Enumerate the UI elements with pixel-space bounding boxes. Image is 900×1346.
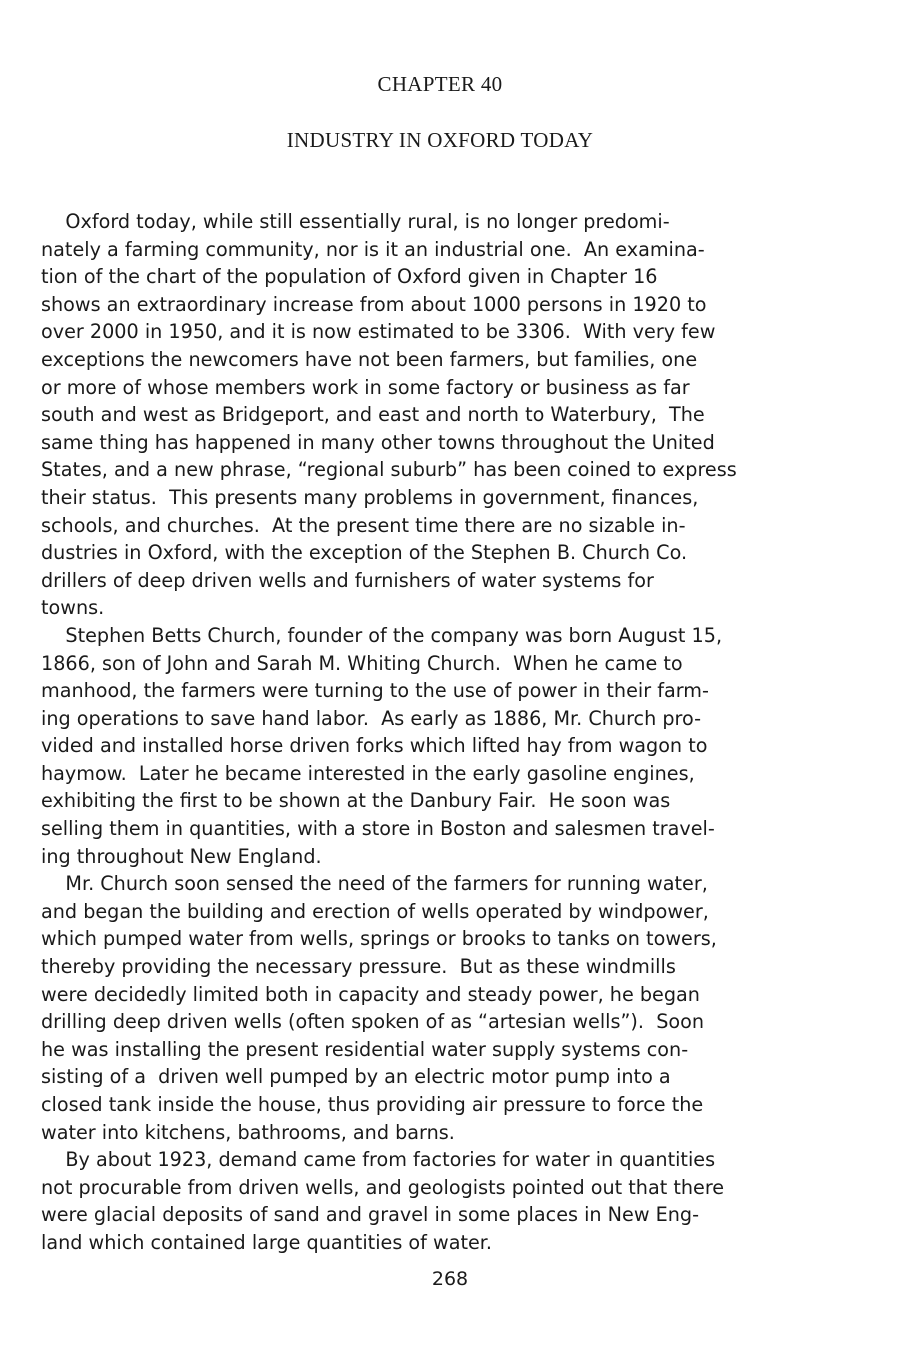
text-line: same thing has happened in many other towns throughout the United [41,430,715,454]
text-line: haymow. Later he became interested in the early gasoline engines, [41,761,695,785]
text-line: Oxford today, while still essentially rural, is no longer predomi- [41,210,670,233]
text-line: Mr. Church soon sensed the need of the farmers for running water, [41,872,708,896]
text-line: ing throughout New England. [41,844,322,868]
text-line: drilling deep driven wells (often spoken of as “artesian wells”). Soon [41,1010,705,1034]
chapter-heading: CHAPTER 40 [377,72,503,96]
text-line: schools, and churches. At the present time there are no sizable in- [41,513,686,537]
text-line: ing operations to save hand labor. As early as 1886, Mr. Church pro- [41,706,702,730]
text-line: and began the building and erection of wells operated by windpower, [41,899,709,923]
text-line: or more of whose members work in some factory or business as far [41,375,690,399]
text-line: manhood, the farmers were turning to the use of power in their farm- [41,679,709,703]
page-number: 268 [431,1268,469,1290]
text-line: shows an extraordinary increase from about 1000 persons in 1920 to [41,292,707,316]
text-line: vided and installed horse driven forks which lifted hay from wagon to [41,734,708,758]
text-line: which pumped water from wells, springs or brooks to tanks on towers, [41,927,717,951]
text-line: land which contained large quantities of water. [41,1230,493,1254]
text-line: exceptions the newcomers have not been farmers, but families, one [41,347,698,371]
chapter-title: INDUSTRY IN OXFORD TODAY [286,128,594,152]
text-line: he was installing the present residential water supply systems con- [41,1037,689,1061]
text-line: towns. [41,596,105,620]
text-line: not procurable from driven wells, and geologists pointed out that there [41,1175,725,1199]
text-line: 1866, son of John and Sarah M. Whiting Church. When he came to [41,651,683,675]
text-line: over 2000 in 1950, and it is now estimated to be 3306. With very few [41,320,716,344]
text-line: selling them in quantities, with a store in Boston and salesmen travel- [41,817,715,841]
text-line: dustries in Oxford, with the exception of the Stephen B. Church Co. [41,541,688,565]
text-line: south and west as Bridgeport, and east and north to Waterbury, The [41,403,705,427]
text-line: Stephen Betts Church, founder of the company was born August 15, [41,623,723,647]
text-line: water into kitchens, bathrooms, and barns. [41,1120,455,1144]
text-line: nately a farming community, nor is it an industrial one. An examina- [41,237,705,261]
text-line: exhibiting the first to be shown at the Danbury Fair. He soon was [41,789,671,813]
text-line: sisting of a driven well pumped by an electric motor pump into a [41,1065,671,1089]
text-line: were glacial deposits of sand and gravel in some places in New Eng- [41,1203,700,1227]
text-line: their status. This presents many problems in government, finances, [41,485,699,509]
text-line: States, and a new phrase, “regional suburb” has been coined to express [41,458,737,482]
text-line: closed tank inside the house, thus providing air pressure to force the [41,1093,704,1116]
text-line: By about 1923, demand came from factories for water in quantities [41,1148,716,1172]
body-text [41,208,867,1257]
text-line: were decidedly limited both in capacity and steady power, he began [41,982,700,1006]
text-line: drillers of deep driven wells and furnishers of water systems for [41,568,654,592]
text-line: thereby providing the necessary pressure. But as these windmills [41,955,676,979]
text-line: tion of the chart of the population of Oxford given in Chapter 16 [41,265,658,289]
